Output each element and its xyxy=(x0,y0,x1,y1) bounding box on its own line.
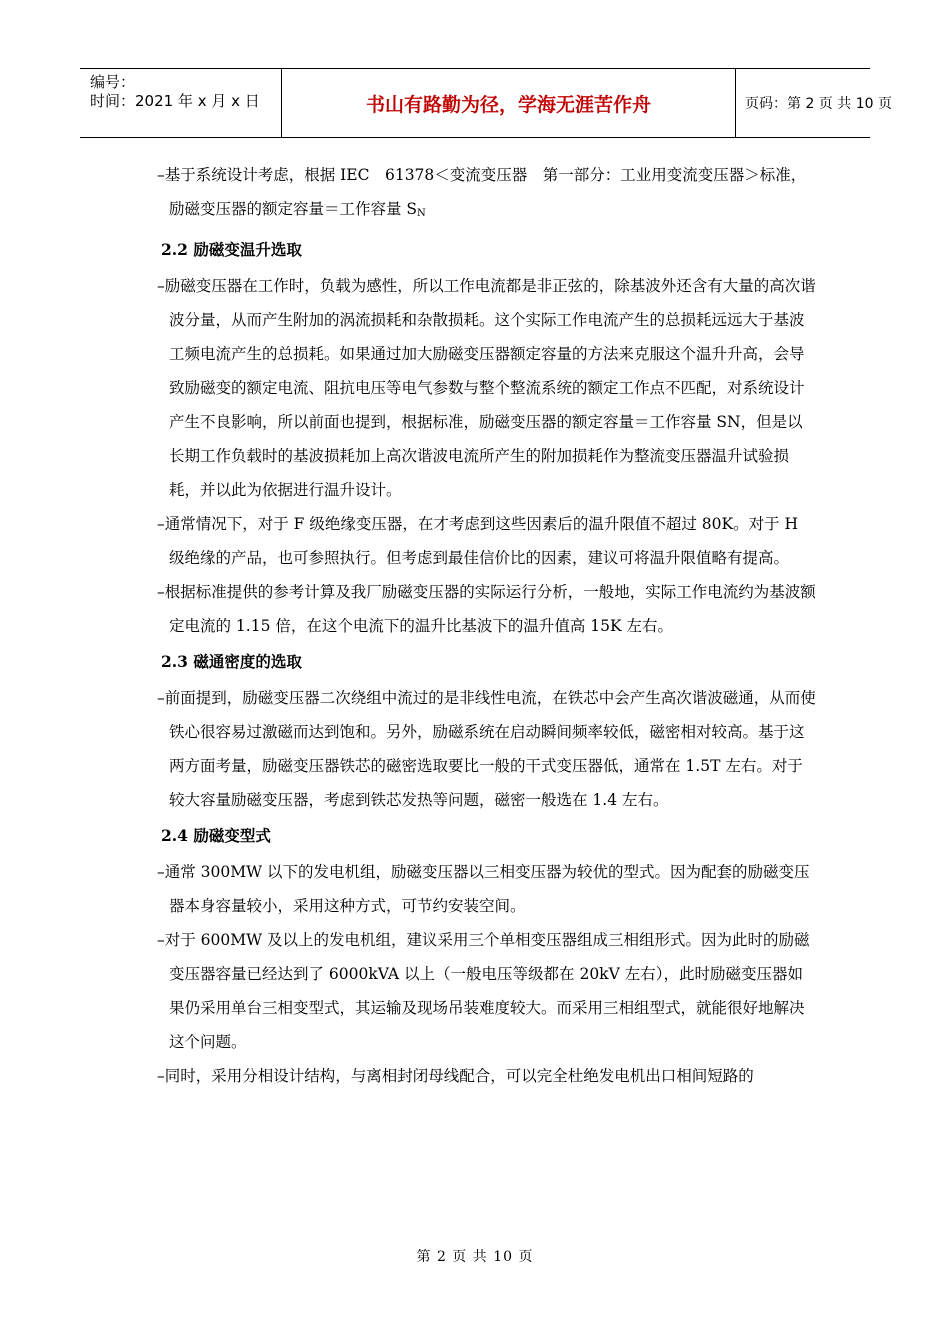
header-motto-cell xyxy=(281,69,736,137)
paragraph: –同时，采用分相设计结构，与离相封闭母线配合，可以完全杜绝发电机出口相间短路的 xyxy=(157,1067,754,1085)
section-heading: 2.2 励磁变温升选取 xyxy=(161,240,302,259)
paragraph xyxy=(157,158,817,231)
header-page-cell xyxy=(735,69,892,137)
paragraph: –励磁变压器在工作时，负载为感性，所以工作电流都是非正弦的，除基波外还含有大量的高次谐波分量，从而产生附加的涡流损耗和杂散损耗。这个实际工作电流产生的总损耗远远大于基波工频电流产生的总损耗。如果通过加大励磁变压器额定容量的方法来克服这个温升升高，会导致励磁变的额定电流、阻抗电压等电气参数与整个整流系统的额定工作点不匹配，对系统设计产生不良影响，所以前面也提到，根据标准，励磁变压器的额定容量＝工作容量 SN，但是以长期工作负载时的基波损耗加上高次谐波电流所产生的附加损耗作为整流变压器温升试验损耗，并以此为依据进行温升设计。 xyxy=(157,277,816,499)
page-header xyxy=(80,68,892,138)
section-heading: 2.3 磁通密度的选取 xyxy=(161,652,302,671)
paragraph: –根据标准提供的参考计算及我厂励磁变压器的实际运行分析，一般地，实际工作电流约为基波额定电流的 1.15 倍，在这个电流下的温升比基波下的温升值高 15K 左右。 xyxy=(157,583,816,635)
document-time-label: 时间：2021 年 x 月 x 日 xyxy=(90,92,260,110)
paragraph-text: –基于系统设计考虑，根据 IEC 61378＜变流变压器 第一部分：工业用变流变压器＞标准，励磁变压器的额定容量＝工作容量 S xyxy=(157,166,807,218)
header-info-cell xyxy=(80,69,280,137)
paragraph: –通常 300MW 以下的发电机组，励磁变压器以三相变压器为较优的型式。因为配套的励磁变压器本身容量较小，采用这种方式，可节约安装空间。 xyxy=(157,863,810,915)
paragraph: –通常情况下，对于 F 级绝缘变压器，在才考虑到这些因素后的温升限值不超过 80K。对于 H 级绝缘的产品，也可参照执行。但考虑到最佳信价比的因素，建议可将温升限值略有提高。 xyxy=(157,515,799,567)
document-number-label: 编号： xyxy=(90,73,136,91)
page-footer: 第 2 页 共 10 页 xyxy=(416,1249,534,1265)
header-page-number: 页码：第 2 页 共 10 页 xyxy=(745,96,892,112)
subscript: N xyxy=(417,208,426,219)
paragraph: –对于 600MW 及以上的发电机组，建议采用三个单相变压器组成三相组形式。因为此时的励磁变压器容量已经达到了 6000kVA 以上（一般电压等级都在 20kV 左右），此时励磁变压器如果仍采用单台三相变型式，其运输及现场吊装难度较大。而采用三相组型式，就能很好地解决这个问题。 xyxy=(157,931,810,1051)
section-heading: 2.4 励磁变型式 xyxy=(161,826,271,845)
document-body xyxy=(157,158,817,1093)
header-motto: 书山有路勤为径，学海无涯苦作舟 xyxy=(365,93,651,116)
paragraph: –前面提到，励磁变压器二次绕组中流过的是非线性电流，在铁芯中会产生高次谐波磁通，从而使铁心很容易过激磁而达到饱和。另外，励磁系统在启动瞬间频率较低，磁密相对较高。基于这两方面考量，励磁变压器铁芯的磁密选取要比一般的干式变压器低，通常在 1.5T 左右。对于较大容量励磁变压器，考虑到铁芯发热等问题，磁密一般选在 1.4 左右。 xyxy=(157,689,816,809)
